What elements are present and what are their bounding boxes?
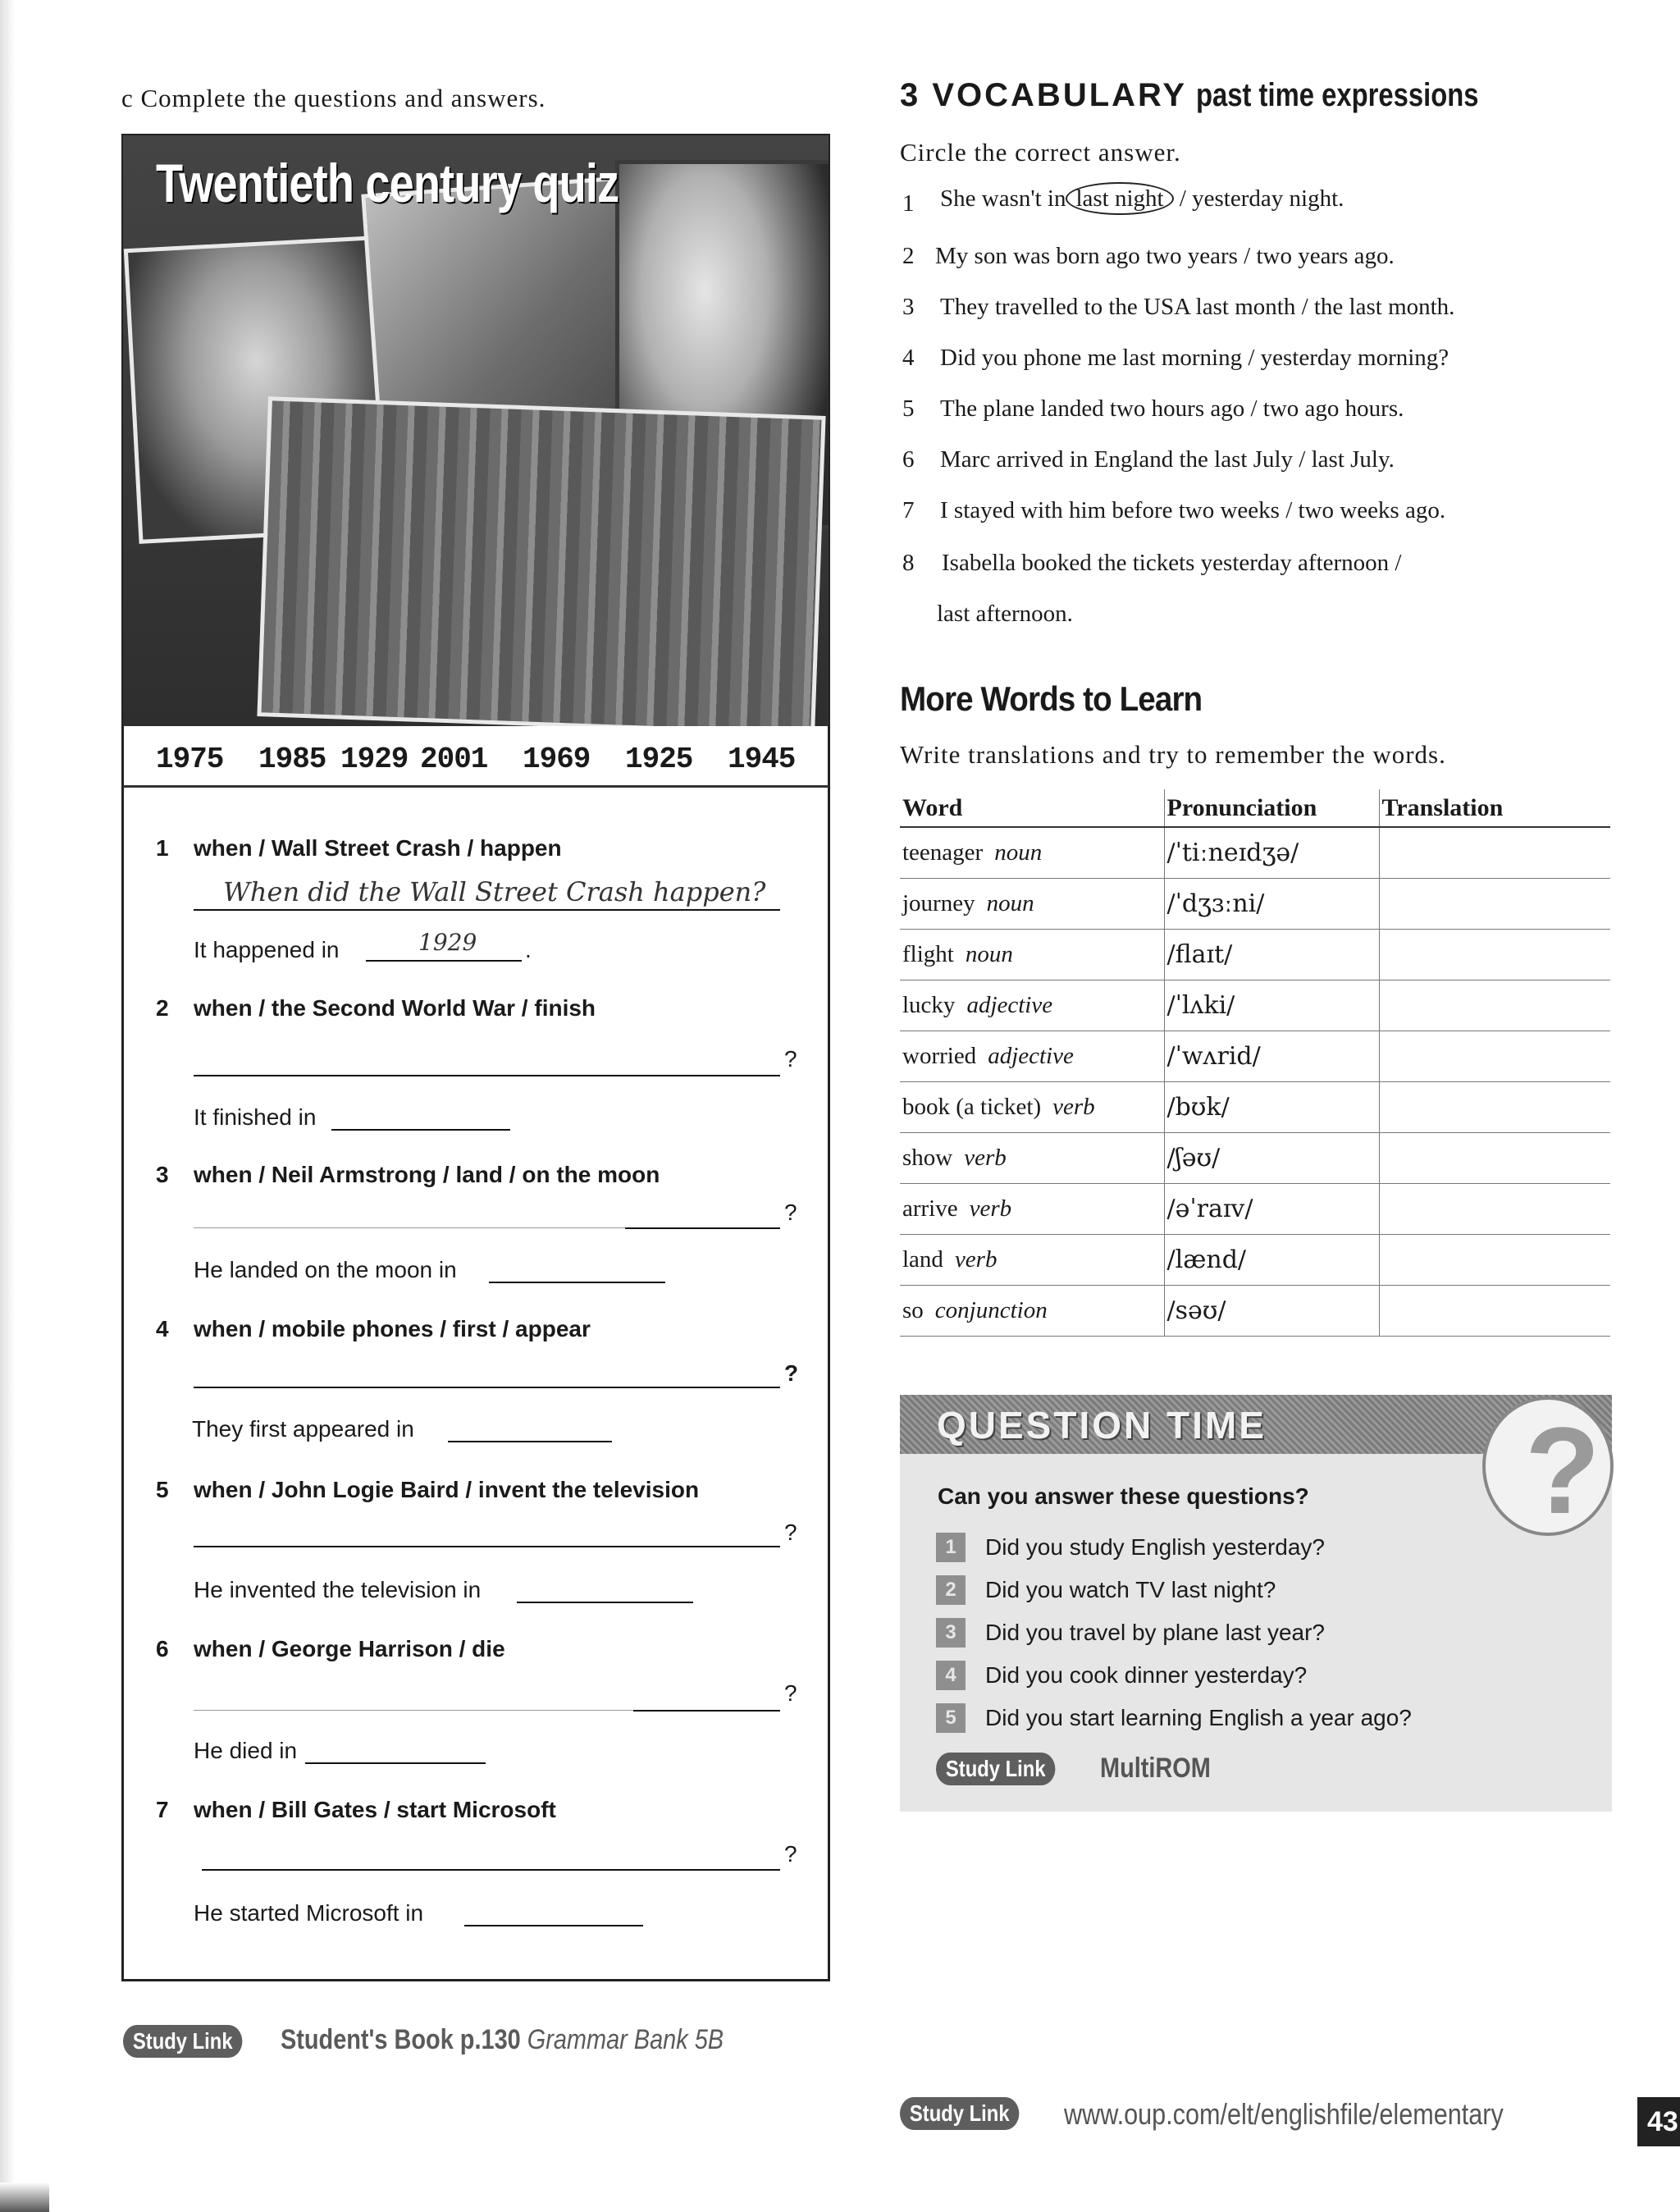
part-of-speech: adjective [988,1042,1074,1069]
pronunciation-cell: /ʃəʊ/ [1164,1132,1379,1183]
vocab-item[interactable]: I stayed with him before two weeks / two weeks ago. [940,497,1446,523]
question-time-title: QUESTION TIME [937,1404,1267,1446]
table-row [900,1132,1610,1183]
vocab-item-number: 7 [902,497,915,523]
vocab-item[interactable]: Marc arrived in England the last July / last July. [940,446,1395,473]
pronunciation-cell: /bʊk/ [1164,1081,1379,1132]
vocab-item[interactable]: The plane landed two hours ago / two ago hours. [940,395,1404,422]
table-header-row [900,789,1610,827]
part-of-speech: verb [1052,1093,1095,1120]
quiz-q-number: 2 [156,995,169,1021]
word: journey [902,889,975,916]
word-cell [900,1081,1164,1132]
quiz-answer-stub: He started Microsoft in [194,1900,424,1926]
translation-cell[interactable] [1379,980,1610,1031]
page-edge-shadow [0,0,15,2212]
table-row [900,929,1610,980]
translation-cell[interactable] [1379,1031,1610,1081]
quiz-answer-stub: He died in [194,1738,298,1763]
question-time-subtitle: Can you answer these questions? [938,1483,1309,1509]
pronunciation-cell: /səʊ/ [1164,1285,1379,1336]
quiz-q-number: 4 [156,1316,169,1341]
quiz-q-prompt: when / mobile phones / first / appear [194,1316,591,1341]
translation-cell[interactable] [1379,1183,1610,1234]
part-of-speech: adjective [966,991,1053,1018]
word: show [902,1144,953,1171]
quiz-q-prompt: when / Bill Gates / start Microsoft [194,1797,556,1822]
circled-answer: last night [1066,182,1173,215]
part-of-speech: noun [965,940,1013,967]
quiz-answer-stub: He invented the television in [194,1577,482,1602]
vocabulary-heading [900,77,1541,114]
pronunciation-cell: /lænd/ [1164,1234,1379,1285]
translation-cell[interactable] [1379,827,1610,878]
word-cell [900,1132,1164,1183]
quiz-title: Twentieth century quiz [156,153,619,213]
question-time-item: Did you start learning English a year ago? [985,1705,1412,1730]
question-number-badge: 3 [936,1618,966,1648]
question-time-box [900,1395,1612,1812]
vocab-item[interactable] [940,185,1344,213]
year-option: 1985 [258,743,326,776]
word: teenager [902,839,984,866]
vocab-item[interactable]: My son was born ago two years / two years ago. [935,243,1395,269]
year-option: 1929 [340,743,409,776]
year-option: 1925 [625,743,693,776]
year-option: 1945 [728,743,796,776]
vocab-item-text: She wasn't in [940,185,1066,212]
question-mark: ? [784,1520,797,1545]
question-time-item: Did you cook dinner yesterday? [985,1662,1308,1688]
vocab-item[interactable]: Isabella booked the tickets yesterday afternoon / [942,550,1402,576]
study-link-multirom[interactable]: MultiROM [1100,1753,1211,1784]
question-mark: ? [784,1046,797,1072]
question-mark-icon [1482,1396,1614,1536]
quiz-answer-line-segment [633,1710,780,1712]
vocabulary-heading-subtitle: past time expressions [1196,77,1479,113]
word-table [900,789,1610,1337]
word: book (a ticket) [902,1093,1042,1120]
vocab-item-number: 8 [902,550,915,576]
vocab-item-number: 2 [902,243,915,269]
study-link-badge[interactable]: Study Link [123,2025,242,2058]
part-of-speech: verb [964,1144,1007,1171]
quiz-answer-line[interactable] [194,1387,780,1388]
exercise-c-instruction: c Complete the questions and answers. [121,84,546,112]
study-link-book: Student's Book p.130 [281,2024,521,2055]
question-number-badge: 4 [936,1661,966,1690]
table-row [900,878,1610,929]
word-cell [900,827,1164,878]
vocab-item[interactable]: They travelled to the USA last month / the last month. [940,294,1455,320]
col-header-translation: Translation [1379,789,1610,827]
quiz-answer-end: . [525,937,532,962]
part-of-speech: noun [994,839,1043,866]
part-of-speech: noun [986,889,1034,916]
quiz-year-line[interactable] [517,1602,693,1603]
word-cell [900,1285,1164,1336]
vocab-item-text: / yesterday night. [1173,185,1344,212]
translation-cell[interactable] [1379,1285,1610,1336]
quiz-year-line[interactable] [331,1129,510,1131]
study-link-url[interactable]: www.oup.com/elt/englishfile/elementary [1064,2097,1504,2131]
table-row [900,980,1610,1031]
quiz-photo-collage [123,135,829,726]
quiz-answer-line[interactable] [194,909,780,911]
question-mark: ? [784,1680,797,1706]
word-cell [900,1183,1164,1234]
quiz-answer-line[interactable] [194,1546,780,1547]
pronunciation-cell: /ˈtiːneɪdʒə/ [1164,827,1379,878]
quiz-q-number: 3 [156,1162,169,1187]
quiz-q-number: 6 [156,1636,169,1661]
scan-smudge [0,2182,49,2212]
table-row [900,1183,1610,1234]
vocab-item-number: 5 [902,395,915,422]
word: so [902,1296,924,1323]
quiz-q-prompt: when / Wall Street Crash / happen [194,835,562,861]
word-cell [900,1031,1164,1081]
word: flight [902,940,954,967]
translation-cell[interactable] [1379,929,1610,980]
vocab-item-number: 6 [902,446,915,473]
pronunciation-cell: /ˈdʒɜːni/ [1164,878,1379,929]
quiz-q-prompt: when / John Logie Baird / invent the television [194,1477,700,1502]
translation-cell[interactable] [1379,1132,1610,1183]
translation-cell[interactable] [1379,878,1610,929]
word-cell [900,980,1164,1031]
page-number: 43 [1637,2097,1680,2146]
question-time-item: Did you travel by plane last year? [985,1620,1325,1645]
part-of-speech: conjunction [934,1296,1048,1323]
table-row [900,1285,1610,1336]
table-row [900,827,1610,878]
quiz-year-line[interactable] [305,1762,486,1764]
years-row [123,726,829,788]
question-mark: ? [784,1841,797,1867]
word: land [902,1245,943,1273]
word: worried [902,1042,977,1069]
quiz-q1-written-year: 1929 [418,929,477,956]
question-time-item: Did you watch TV last night? [985,1577,1276,1602]
word-cell [900,878,1164,929]
translation-cell[interactable] [1379,1234,1610,1285]
table-row [900,1031,1610,1081]
pronunciation-cell: /ˈwʌrid/ [1164,1031,1379,1081]
question-number-badge: 5 [936,1703,966,1733]
more-words-instruction: Write translations and try to remember the words. [900,740,1446,769]
quiz-q-prompt: when / Neil Armstrong / land / on the moon [194,1162,660,1187]
question-time-item: Did you study English yesterday? [985,1534,1325,1560]
pronunciation-cell: /əˈraɪv/ [1164,1183,1379,1234]
study-link-badge[interactable]: Study Link [936,1753,1055,1785]
quiz-year-line[interactable] [366,960,522,962]
part-of-speech: verb [954,1245,998,1273]
vocabulary-instruction: Circle the correct answer. [900,138,1181,167]
quiz-answer-stub: It happened in [194,937,340,962]
vocab-item-number: 4 [902,345,915,371]
vocab-item[interactable]: Did you phone me last morning / yesterday morning? [940,345,1449,371]
photo-wall-street-crowd [257,396,825,726]
quiz-answer-stub: He landed on the moon in [194,1257,457,1282]
pronunciation-cell: /flaɪt/ [1164,929,1379,980]
vocabulary-heading-number: 3 VOCABULARY [900,77,1188,113]
quiz-year-line[interactable] [489,1282,665,1283]
translation-cell[interactable] [1379,1081,1610,1132]
study-link-badge[interactable]: Study Link [900,2097,1019,2130]
quiz-year-line[interactable] [464,1925,643,1926]
year-option: 2001 [420,743,488,776]
word: arrive [902,1195,958,1222]
col-header-pronunciation: Pronunciation [1164,789,1379,827]
quiz-q-number: 5 [156,1477,169,1502]
quiz-answer-stub: They first appeared in [192,1416,414,1442]
quiz-q-number: 1 [156,835,169,861]
col-header-word: Word [900,789,1164,827]
vocab-item-continuation[interactable]: last afternoon. [937,601,1073,627]
quiz-answer-line[interactable] [194,1075,780,1076]
question-number-badge: 2 [936,1575,966,1605]
table-row [900,1234,1610,1285]
quiz-answer-line-segment [625,1227,780,1229]
quiz-q-prompt: when / the Second World War / finish [194,995,596,1021]
study-link-grammar-bank[interactable] [281,2024,724,2056]
table-row [900,1081,1610,1132]
question-mark-glyph: ? [1525,1401,1600,1536]
pronunciation-cell: /ˈlʌki/ [1164,980,1379,1031]
quiz-year-line[interactable] [448,1441,612,1442]
more-words-title: More Words to Learn [900,679,1203,718]
year-option: 1975 [156,743,224,776]
vocab-item-number: 3 [902,294,915,320]
year-option: 1969 [523,743,591,776]
quiz-q-prompt: when / George Harrison / die [194,1636,505,1661]
question-number-badge: 1 [936,1533,966,1562]
quiz-q-number: 7 [156,1797,169,1822]
vocab-item-number: 1 [902,190,915,217]
study-link-bank: Grammar Bank 5B [527,2024,724,2055]
part-of-speech: verb [969,1195,1012,1222]
word-cell [900,1234,1164,1285]
question-mark: ? [784,1200,797,1225]
quiz-q1-written-question: When did the Wall Street Crash happen? [223,876,766,907]
word-cell [900,929,1164,980]
word: lucky [902,991,956,1018]
quiz-answer-stub: It finished in [194,1104,317,1130]
quiz-answer-line[interactable] [202,1869,780,1871]
question-mark: ? [784,1360,799,1386]
